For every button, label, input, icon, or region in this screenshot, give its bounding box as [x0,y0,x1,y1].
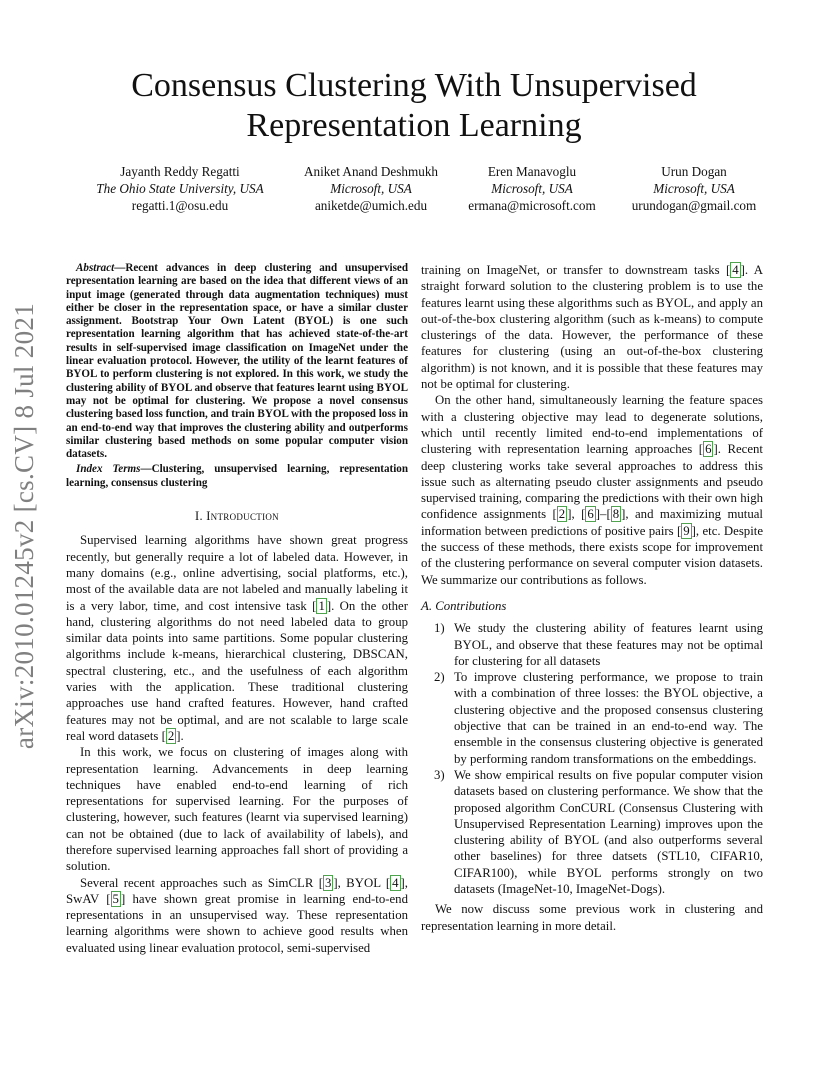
contributions-list [421,620,763,897]
list-item [421,669,763,767]
author-3 [468,163,596,214]
intro-paragraph-1: Supervised learning algorithms have shown great progress recently, but generally require a lot of labeled data. However, in many domains (e.g., online advertising, social platforms, etc.), most of the available data are not labeled and manually labeling it is a very labor, time, and cost intensive task [ 1 ]. On the other hand, clustering algorithms do not need labeled data to group similar data points into same partitions. Some popular clustering algorithms include k-means, hierarchical clustering, DBSCAN, spectral clustering, etc., and the usefulness of each algorithm varies with the application. These traditional clustering approaches use hand crafted features. However, hand crafted features may not be optimal, and are not scalable to large scale real word datasets [ 2 ]. [66,533,409,743]
author-affiliation: The Ohio State University, USA [96,181,264,196]
subsection-heading-contributions: A. Contributions [421,598,507,613]
author-4 [632,163,757,214]
citation-link[interactable]: 8 [612,507,620,522]
citation-link[interactable]: 2 [558,507,566,522]
right-column [421,262,763,934]
intro-paragraph-2: In this work, we focus on clustering of images along with representation learning. Advancements in deep learning techniques have enabled end-to-end learning of rich representations for supervised learning. For the purposes of clustering, however, such features (learnt via supervised learning) can not be obtained (due to lack of availability of labels), and therefore supervised learning approaches fall short of providing a solution. [66,745,408,874]
section-number: I. [195,509,203,524]
paper-title [60,66,768,146]
title-line-1: Consensus Clustering With Unsupervised [131,67,697,104]
text-run: Supervised learning algorithms have shown great progress recently, but generally require a lot of labeled data. However, in many domains (e.g., online advertising, social platforms, etc.), most of the available data are not labeled and manually labeling it is a very labor, time, and cost intensive task [66,533,408,613]
author-name: Jayanth Reddy Regatti [120,164,240,179]
citation-link[interactable]: 3 [324,875,332,890]
author-affiliation: Microsoft, USA [653,181,735,196]
list-item [421,620,763,669]
index-terms [66,463,408,490]
list-text: To improve clustering performance, we propose to train with a combination of three losses: the BYOL objective, a clustering objective and the proposed consensus clustering objective that can be trained in an end-to-end way. The ensemble in the consensus clustering objective is generated by performing random transformations on the embeddings. [454,670,763,766]
left-column [66,262,408,956]
intro-paragraph-3: Several recent approaches such as SimCLR [ 3 ], BYOL [ 4 ], SwAV [ 5 ] have shown great promise in learning end-to-end representations in an unsupervised way. These representation learning algorithms were shown to achieve good results when evaluated using linear evaluation protocol, semi-supervised [66,875,408,955]
list-number: 3) [434,767,445,782]
text-run: – [600,507,607,522]
author-1 [96,163,263,214]
list-item [421,767,763,897]
citation-link[interactable]: 2 [167,728,175,743]
arxiv-identifier [4,296,44,756]
abstract [66,262,408,461]
citation-link[interactable]: 4 [732,263,739,277]
list-number: 2) [434,670,445,685]
citation-link[interactable]: 6 [587,507,594,522]
text-run: On the other hand, simultaneously learning the feature spaces with a clustering objective may lead to degenerate solutions, which until recently limited end-to-end implementations of clustering with representation learning approaches [421,393,763,457]
author-email: urundogan@gmail.com [631,198,757,213]
author-email: regatti.1@osu.edu [131,198,229,213]
section-heading-introduction [66,508,408,524]
list-text: We study the clustering ability of features learnt using BYOL, and observe that these features may not be optimal for clustering for all datasets [454,621,763,668]
author-name: Aniket Anand Deshmukh [303,164,439,179]
list-number: 1) [434,621,445,636]
text-run: , SwAV [66,875,408,906]
text-run: Several recent approaches such as SimCLR [80,875,319,890]
text-run: training on ImageNet, or transfer to downstream tasks [421,263,726,277]
closing-paragraph: We now discuss some previous work in clustering and representation learning in more detail. [421,902,763,933]
text-run: , and maximizing mutual information between predictions of positive pairs [421,507,763,538]
citation-link[interactable]: 6 [705,442,712,457]
text-run: , BYOL [337,875,386,890]
text-run: . A straight forward solution to the clustering problem is to use the features learnt using these algorithms such as BYOL, and apply an out-of-the-box clustering algorithm (such as k-means) to compute clusterings of the data. However, the performance of these features for clustering (using an out-of-the-box clustering algorithm) is not known, and it is possible that these features may not be optimal for clustering. [421,263,763,392]
right-paragraph-1: training on ImageNet, or transfer to downstream tasks [ 4 ]. A straight forward solution to the clustering problem is to use the features learnt using these algorithms such as BYOL, and apply an out-of-the-box clustering algorithm (such as k-means) to compute clusterings of the data. However, the performance of these features for clustering (using an out-of-the-box clustering algorithm) is not known, and it is possible that these features may not be optimal for clustering. [421,263,763,392]
text-run: , etc. Despite the success of these methods, there exists scope for improvement of the clustering performance on several computer vision datasets. We summarize our contributions as follows. [421,523,763,587]
list-text: We show empirical results on five popular computer vision datasets based on clustering performance. We show that the proposed algorithm ConCURL (Consensus Clustering with Unsupervised Representation Learning) improves upon the clustering ability of BYOL (and also outperforms several other baselines) for three datsets (STL10, CIFAR10, CIFAR100), while BYOL performs strongly on two datasets (ImageNet-10, ImageNet-Dogs). [454,767,763,896]
index-terms-text: —Clustering, unsupervised learning, representation learning, consensus clustering [66,463,408,489]
author-affiliation: Microsoft, USA [330,181,412,196]
index-terms-lead: Index Terms [76,463,141,476]
citation-link[interactable]: 5 [112,891,119,906]
author-block [60,163,768,223]
abstract-lead: Abstract [76,262,115,274]
section-title: Introduction [206,509,279,524]
text-run: . Recent deep clustering works take several approaches to address this issue such as alternating pseudo cluster assignments and pseudo supervised training, comparing the predictions with their own high confidence assignments [421,442,763,522]
author-affiliation: Microsoft, USA [491,181,573,196]
text-run: . On the other hand, clustering algorithms do not need labeled data to group similar data points into same partitions. Some popular clustering algorithms include k-means, hierarchical clustering, DBSCAN, spectral clustering, etc., and the usefulness of each algorithm varies with the application. These traditional clustering approaches use hand crafted features. However, hand crafted features may not be optimal, and are not scalable to large scale real word datasets [66,598,409,743]
author-name: Eren Manavoglu [487,164,577,179]
text-run: have shown great promise in learning end-to-end representations in an unsupervised way. These representation learning algorithms were shown to achieve good results when evaluated using linear evaluation protocol, semi-supervised [66,891,408,955]
author-name: Urun Dogan [661,164,727,179]
citation-link[interactable]: 4 [392,875,399,890]
author-2 [304,163,438,214]
author-email: aniketde@umich.edu [314,198,428,213]
text-run: , [571,507,582,522]
abstract-text: —Recent advances in deep clustering and unsupervised representation learning are based on the idea that different views of an input image (generated through data augmentation techniques) must either be closer in the representation space, or have a similar cluster assignment. Bootstrap Your Own Latent (BYOL) is one such representation learning algorithm that has achieved state-of-the-art results in self-supervised image classification on ImageNet under the linear evaluation protocol. However, the utility of the learnt features of BYOL to perform clustering is not explored. In this work, we study the clustering ability of BYOL and observe that features learnt using BYOL may not be optimal for clustering. We propose a novel consensus clustering based loss function, and train BYOL with the proposed loss in an end-to-end way that improves the clustering ability and outperforms similar clustering based methods on some popular computer vision datasets. [66,262,408,461]
text-run: . [180,728,184,743]
author-email: ermana@microsoft.com [468,198,596,213]
citation-link[interactable]: 9 [683,523,690,538]
arxiv-identifier-text: arXiv:2010.01245v2 [cs.CV] 8 Jul 2021 [8,302,39,750]
right-paragraph-2: On the other hand, simultaneously learning the feature spaces with a clustering objective may lead to degenerate solutions, which until recently limited end-to-end implementations of clustering with representation learning approaches [ 6 ]. Recent deep clustering works take several approaches to address this issue such as alternating pseudo cluster assignments and pseudo supervised training, comparing the predictions with their own high confidence assignments [ 2 ], [ 6 ]–[ 8 ], and maximizing mutual information between predictions of positive pairs [ 9 ], etc. Despite the success of these methods, there exists scope for improvement of the clustering performance on several computer vision datasets. We summarize our contributions as follows. [421,393,763,587]
citation-link[interactable]: 1 [318,598,325,613]
title-line-2: Representation Learning [246,107,582,144]
